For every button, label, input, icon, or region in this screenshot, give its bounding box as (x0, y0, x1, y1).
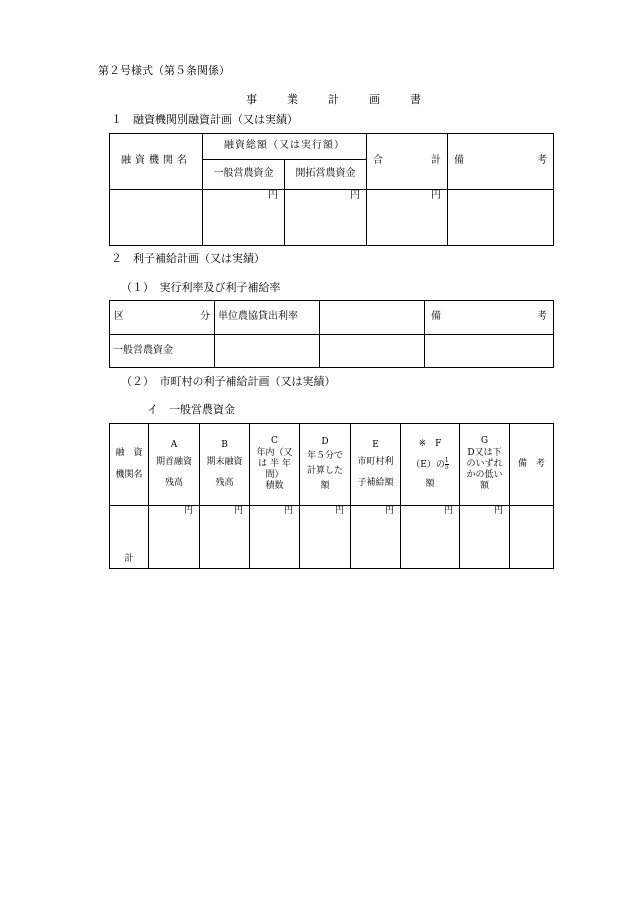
unit-cell: 円 (367, 190, 448, 246)
col-a-header: A 期首融資 残高 (149, 424, 200, 506)
col-g-header: G D又は下 のいずれ かの低い 額 (460, 424, 510, 506)
unit-cell: 円 (351, 506, 401, 569)
unit-cell: 円 (401, 506, 460, 569)
sub1-heading: （１） 実行利率及び利子補給率 (121, 281, 281, 294)
col-e-header: E 市町村利 子補給額 (351, 424, 401, 506)
unit-cell: 円 (149, 506, 200, 569)
category-header: 区 分 (110, 301, 215, 335)
development-header: 開拓営農資金 (285, 160, 367, 190)
col-c-header: C 年内（又 は 半 年 間） 積数 (250, 424, 300, 506)
form-label: 第２号様式（第５条関係） (98, 64, 230, 77)
blank-header (320, 301, 425, 335)
section2-heading: ２ 利子補給計画（又は実績） (111, 252, 265, 265)
unit-cell: 円 (300, 506, 351, 569)
title-char: 事 (246, 93, 257, 106)
sum-header: 合 計 (367, 134, 448, 190)
unit-cell: 円 (200, 506, 250, 569)
remarks-header: 備 考 (448, 134, 554, 190)
total-loan-header: 融資総額（又は実行額） (203, 134, 367, 160)
general-header: 一般営農資金 (203, 160, 285, 190)
remarks-cell (448, 190, 554, 246)
title-char: 画 (369, 93, 380, 106)
section1-heading: １ 融資機関別融資計画（又は実績） (111, 113, 298, 126)
unit-cell: 円 (250, 506, 300, 569)
rate-cell (215, 335, 320, 368)
sub2-subheading: イ 一般営農資金 (147, 403, 235, 416)
loan-plan-table (109, 133, 554, 246)
col-b-header: B 期末融資 残高 (200, 424, 250, 506)
institution-cell (110, 190, 203, 246)
col-f-header: ※ F （E）の $\frac{1}{5}$ 額 (401, 424, 460, 506)
sub2-heading: （２） 市町村の利子補給計画（又は実績） (121, 375, 336, 388)
institution-header: 融資機関名 (110, 134, 203, 190)
unit-cell: 円 (285, 190, 367, 246)
col-institution-header: 融 資 機関名 (110, 424, 149, 506)
general-row-label: 一般営農資金 (110, 335, 215, 368)
remarks-header: 備 考 (425, 301, 554, 335)
remarks-cell (510, 506, 554, 569)
unit-cell: 円 (460, 506, 510, 569)
subsidy-table (109, 423, 554, 569)
col-d-header: D 年５分で 計算した 額 (300, 424, 351, 506)
title-char: 業 (287, 93, 298, 106)
document-title (246, 94, 421, 105)
unit-cell: 円 (203, 190, 285, 246)
one-fifth-fraction: $\frac{1}{5}$ (444, 456, 449, 471)
blank-cell (320, 335, 425, 368)
total-label: 計 (110, 506, 149, 569)
col-remarks-header: 備 考 (510, 424, 554, 506)
rate-header: 単位農協貸出利率 (215, 301, 320, 335)
remarks-cell (425, 335, 554, 368)
title-char: 計 (328, 93, 339, 106)
title-char: 書 (410, 93, 421, 106)
rate-table (109, 300, 554, 368)
